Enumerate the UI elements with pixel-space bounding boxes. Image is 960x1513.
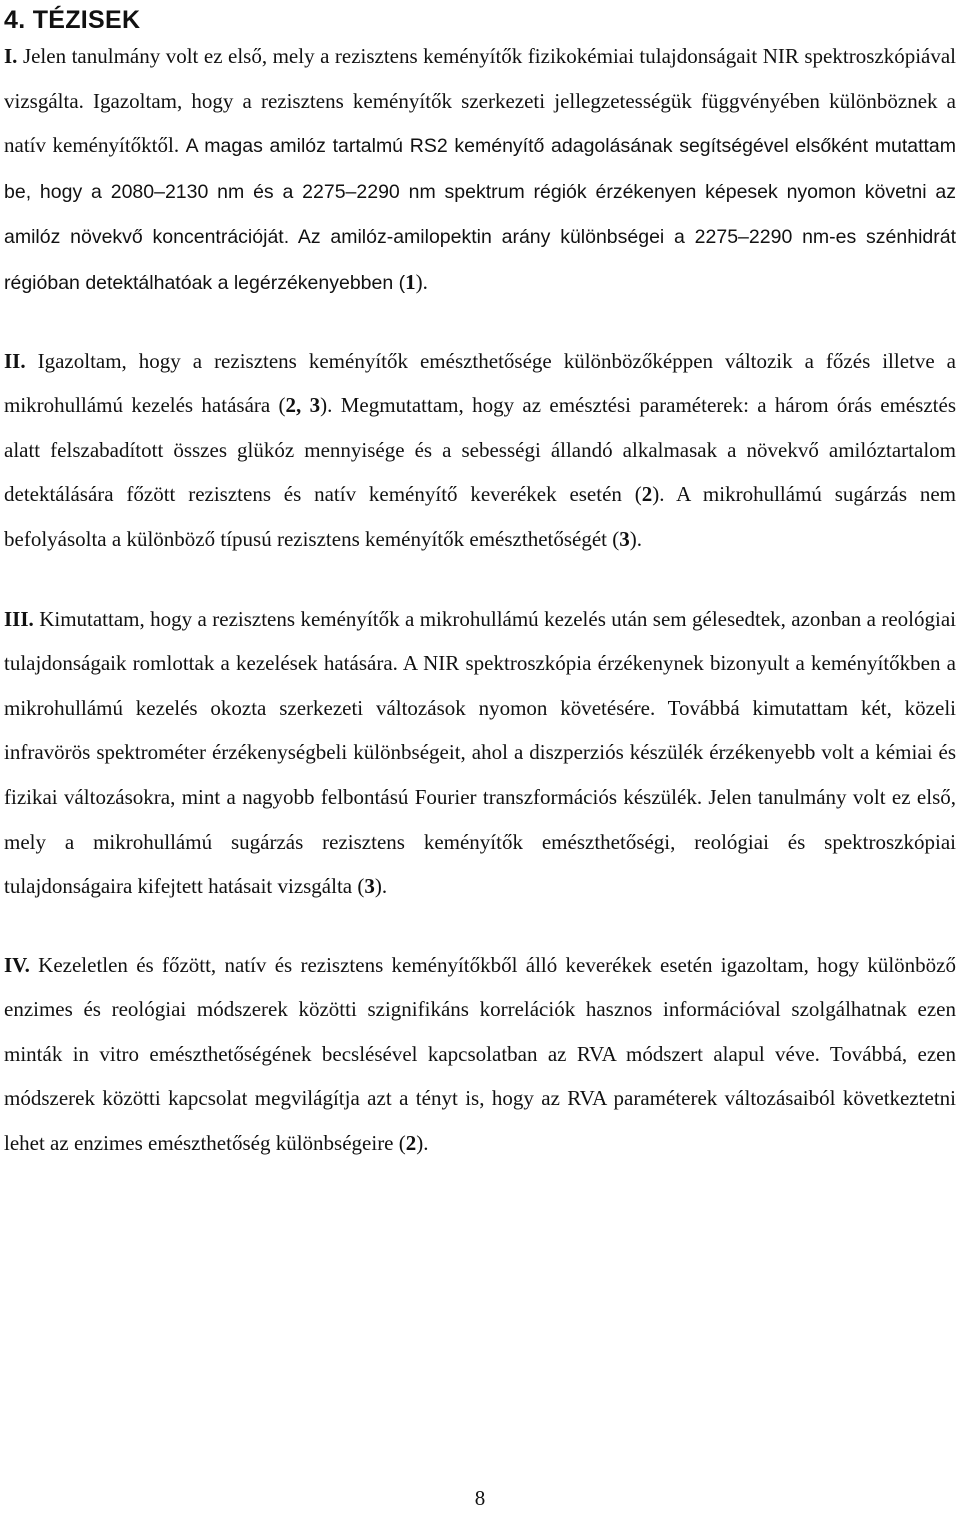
thesis-1-end: ). xyxy=(415,269,428,294)
document-page xyxy=(4,0,956,1166)
thesis-3-ref: 3 xyxy=(364,874,375,899)
thesis-1-text-b: A magas amilóz tartalmú RS2 keményítő adagolásának segítségével elsőként mutattam be, hogy a 2080–2130 nm és a 2275–2290 nm spektrum régiók érzékenyen képesek nyomon követni az amilóz növekvő koncentrációját. Az amilóz-amilopektin arány különbségei a 2275–2290 nm-es szénhidrát régióban detektálhatóak a legérzékenyebben ( xyxy=(4,135,957,294)
thesis-4-ref: 2 xyxy=(405,1131,417,1156)
thesis-3-number: III. xyxy=(4,606,34,631)
thesis-2-end: ). xyxy=(629,526,642,551)
section-heading: 4. TÉZISEK xyxy=(4,6,141,34)
thesis-2-text-c: ). A mikrohullámú sugárzás nem befolyásolta a különböző típusú rezisztens keményítők emészthetőségét ( xyxy=(4,482,956,551)
thesis-1 xyxy=(4,34,956,306)
thesis-4-number: IV. xyxy=(4,952,30,977)
thesis-2-ref-2: 2 xyxy=(641,482,653,507)
thesis-4-end: ). xyxy=(416,1131,429,1156)
thesis-4 xyxy=(4,943,956,1166)
thesis-4-text: Kezeletlen és főzött, natív és rezisztens keményítőkből álló keverékek esetén igazoltam, hogy különböző enzimes és reológiai módszerek közötti szignifikáns korrelációk hasznos információval szolgálhatnak ezen minták in vitro emészthetőségének becslésével kapcsolatban az RVA módszert alapul véve. Továbbá, ezen módszerek közötti kapcsolat megvilágítja azt a tényt is, hogy az RVA paraméterek változásaiból következtetni lehet az enzimes emészthetőség különbségeire ( xyxy=(4,952,956,1156)
page-number: 8 xyxy=(474,1486,486,1510)
thesis-3 xyxy=(4,597,956,909)
thesis-2-text-a: Igazoltam, hogy a rezisztens keményítők emészthetősége különbözőképpen változik a főzés illetve a mikrohullámú kezelés hatására ( xyxy=(4,348,957,418)
thesis-3-text: Kimutattam, hogy a rezisztens keményítők a mikrohullámú kezelés után sem gélesedtek, azonban a reológiai tulajdonságaik romlottak a kezelések hatására. A NIR spektroszkópia érzékenynek bizonyult a keményítőkben a mikrohullámú kezelés okozta szerkezeti változások nyomon követésére. Továbbá kimutattam két, közeli infravörös spektrométer érzékenységbeli különbségeit, ahol a diszperziós készülék érzékenyebb volt a kémiai és fizikai változásokra, mint a nagyobb felbontású Fourier transzformációs készülék. Jelen tanulmány volt ez első, mely a mikrohullámú sugárzás rezisztens keményítők emészthetőségi, reológiai és spektroszkópiai tulajdonságaira kifejtett hatásait vizsgálta ( xyxy=(4,606,957,899)
thesis-2-text-b: ). Megmutattam, hogy az emésztési paraméterek: a három órás emésztés alatt felszabadított összes glükóz mennyisége és a sebességi állandó alkalmasak a növekvő amilóztartalom detektálására főzött rezisztens és natív keményítő keverékek esetén ( xyxy=(4,393,956,507)
thesis-2 xyxy=(4,339,956,562)
thesis-3-end: ). xyxy=(374,874,388,899)
thesis-2-number: II. xyxy=(4,348,26,373)
thesis-1-ref: 1 xyxy=(405,269,416,294)
thesis-1-number: I. xyxy=(4,44,18,68)
thesis-1-text-a: Jelen tanulmány volt ez első, mely a rezisztens keményítők fizikokémiai tulajdonságait NIR spektroszkópiával vizsgálta. Igazoltam, hogy a rezisztens keményítők szerkezeti jellegzetességük függvényében különböznek a natív keményítőktől. xyxy=(4,44,957,158)
thesis-2-ref-3: 3 xyxy=(619,526,630,551)
thesis-2-ref-1: 2, 3 xyxy=(285,393,321,418)
